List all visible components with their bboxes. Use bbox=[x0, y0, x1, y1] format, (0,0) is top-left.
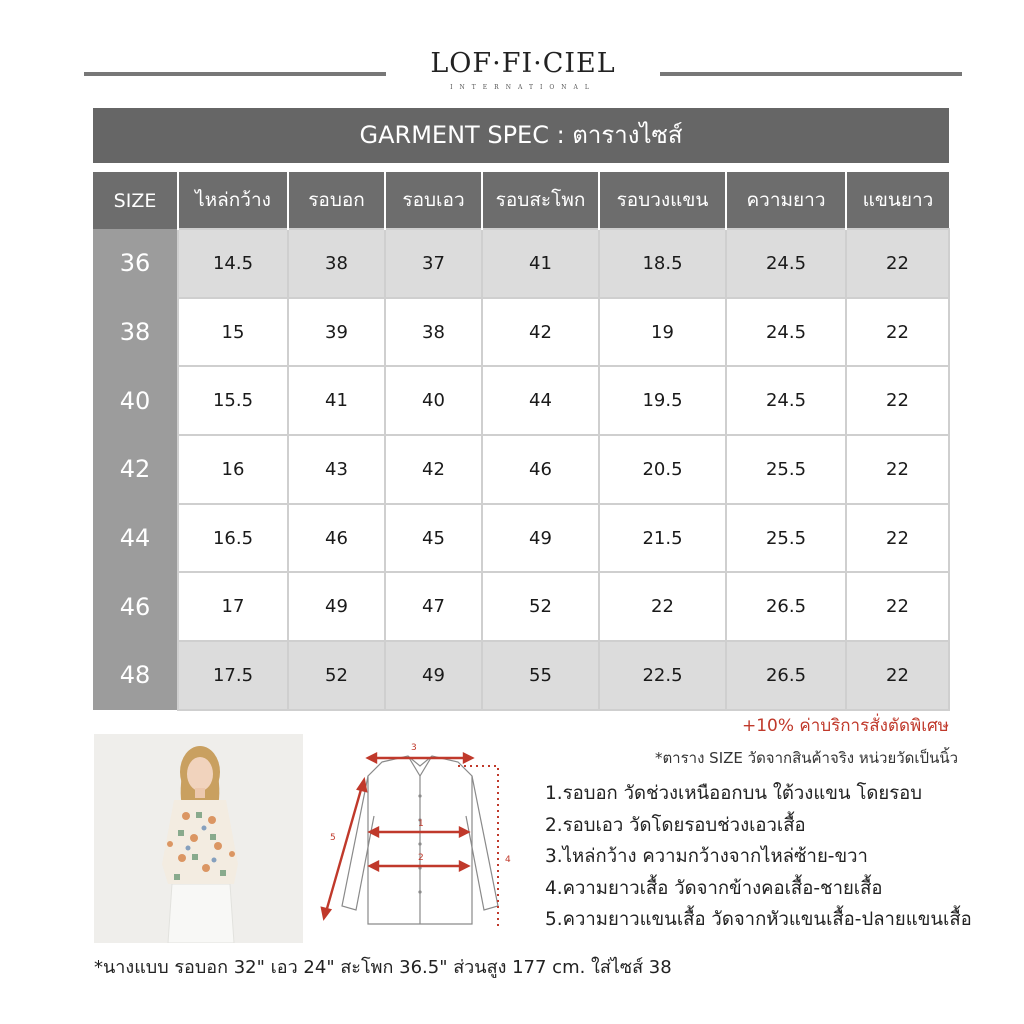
diagram-label-1: 1 bbox=[418, 819, 424, 829]
header-waist: รอบเอว bbox=[385, 172, 482, 229]
table-cell: 26.5 bbox=[726, 572, 846, 641]
table-cell: 17 bbox=[178, 572, 288, 641]
header-sleeve-length: แขนยาว bbox=[846, 172, 949, 229]
size-cell: 46 bbox=[93, 572, 178, 641]
table-cell: 47 bbox=[385, 572, 482, 641]
table-cell: 22 bbox=[846, 435, 949, 504]
table-header-row bbox=[93, 172, 949, 229]
table-cell: 21.5 bbox=[599, 504, 726, 573]
table-row bbox=[93, 366, 949, 435]
header-hip: รอบสะโพก bbox=[482, 172, 599, 229]
table-row bbox=[93, 435, 949, 504]
table-cell: 41 bbox=[288, 366, 385, 435]
table-cell: 39 bbox=[288, 298, 385, 367]
header-length: ความยาว bbox=[726, 172, 846, 229]
header-rule-right bbox=[660, 72, 962, 76]
model-illustration bbox=[94, 734, 303, 943]
table-row bbox=[93, 641, 949, 710]
table-cell: 17.5 bbox=[178, 641, 288, 710]
table-cell: 43 bbox=[288, 435, 385, 504]
table-unit-note: *ตาราง SIZE วัดจากสินค้าจริง หน่วยวัดเป็นนิ้ว bbox=[654, 749, 958, 767]
header-armhole: รอบวงแขน bbox=[599, 172, 726, 229]
table-cell: 52 bbox=[482, 572, 599, 641]
size-cell: 38 bbox=[93, 298, 178, 367]
table-cell: 25.5 bbox=[726, 435, 846, 504]
table-cell: 22.5 bbox=[599, 641, 726, 710]
shirt-diagram-icon bbox=[312, 736, 532, 946]
header-shoulder: ไหล่กว้าง bbox=[178, 172, 288, 229]
table-cell: 42 bbox=[385, 435, 482, 504]
table-cell: 16 bbox=[178, 435, 288, 504]
table-cell: 52 bbox=[288, 641, 385, 710]
brand-subtitle: INTERNATIONAL bbox=[450, 84, 596, 91]
table-cell: 49 bbox=[482, 504, 599, 573]
size-cell: 42 bbox=[93, 435, 178, 504]
header-chest: รอบอก bbox=[288, 172, 385, 229]
table-cell: 46 bbox=[288, 504, 385, 573]
table-cell: 25.5 bbox=[726, 504, 846, 573]
measurement-steps bbox=[545, 778, 972, 936]
table-cell: 38 bbox=[385, 298, 482, 367]
size-cell: 36 bbox=[93, 229, 178, 298]
table-cell: 19.5 bbox=[599, 366, 726, 435]
diagram-label-2: 2 bbox=[418, 853, 424, 863]
table-cell: 22 bbox=[846, 229, 949, 298]
table-row bbox=[93, 504, 949, 573]
table-cell: 41 bbox=[482, 229, 599, 298]
table-cell: 44 bbox=[482, 366, 599, 435]
page-title: GARMENT SPEC : ตารางไซส์ bbox=[93, 108, 949, 163]
list-item: 1.รอบอก วัดช่วงเหนืออกบน ใต้วงแขน โดยรอบ bbox=[545, 783, 923, 804]
table-cell: 49 bbox=[385, 641, 482, 710]
table-cell: 42 bbox=[482, 298, 599, 367]
size-cell: 48 bbox=[93, 641, 178, 710]
table-cell: 19 bbox=[599, 298, 726, 367]
table-cell: 38 bbox=[288, 229, 385, 298]
diagram-label-5: 5 bbox=[330, 833, 336, 843]
list-item: 4.ความยาวเสื้อ วัดจากข้างคอเสื้อ-ชายเสื้อ bbox=[545, 877, 883, 899]
model-photo bbox=[94, 734, 303, 943]
table-cell: 40 bbox=[385, 366, 482, 435]
table-cell: 22 bbox=[846, 572, 949, 641]
size-table bbox=[93, 172, 950, 711]
diagram-label-4: 4 bbox=[505, 855, 511, 865]
table-cell: 22 bbox=[846, 641, 949, 710]
size-cell: 40 bbox=[93, 366, 178, 435]
table-cell: 20.5 bbox=[599, 435, 726, 504]
measurement-diagram bbox=[312, 736, 532, 946]
table-cell: 37 bbox=[385, 229, 482, 298]
table-cell: 22 bbox=[846, 366, 949, 435]
table-cell: 24.5 bbox=[726, 366, 846, 435]
table-cell: 24.5 bbox=[726, 298, 846, 367]
table-cell: 46 bbox=[482, 435, 599, 504]
table-cell: 14.5 bbox=[178, 229, 288, 298]
table-cell: 18.5 bbox=[599, 229, 726, 298]
table-cell: 45 bbox=[385, 504, 482, 573]
diagram-label-3: 3 bbox=[411, 743, 417, 753]
table-cell: 15 bbox=[178, 298, 288, 367]
table-cell: 22 bbox=[846, 298, 949, 367]
size-cell: 44 bbox=[93, 504, 178, 573]
header-size: SIZE bbox=[93, 172, 178, 229]
table-cell: 55 bbox=[482, 641, 599, 710]
table-cell: 15.5 bbox=[178, 366, 288, 435]
list-item: 3.ไหล่กว้าง ความกว้างจากไหล่ซ้าย-ขวา bbox=[545, 846, 868, 867]
list-item: 5.ความยาวแขนเสื้อ วัดจากหัวแขนเสื้อ-ปลายแขนเสื้อ bbox=[545, 909, 972, 930]
table-cell: 22 bbox=[599, 572, 726, 641]
model-measurement-note: *นางแบบ รอบอก 32" เอว 24" สะโพก 36.5" ส่วนสูง 177 cm. ใส่ไซส์ 38 bbox=[94, 957, 672, 978]
table-cell: 26.5 bbox=[726, 641, 846, 710]
table-cell: 24.5 bbox=[726, 229, 846, 298]
table-cell: 16.5 bbox=[178, 504, 288, 573]
table-row bbox=[93, 572, 949, 641]
table-cell: 49 bbox=[288, 572, 385, 641]
list-item: 2.รอบเอว วัดโดยรอบช่วงเอวเสื้อ bbox=[545, 814, 806, 836]
header-rule-left bbox=[84, 72, 386, 76]
table-cell: 22 bbox=[846, 504, 949, 573]
brand-logo: LOF·FI·CIEL bbox=[430, 48, 616, 79]
table-row bbox=[93, 298, 949, 367]
custom-fee-note: +10% ค่าบริการสั่งตัดพิเศษ bbox=[741, 716, 949, 736]
table-row bbox=[93, 229, 949, 298]
